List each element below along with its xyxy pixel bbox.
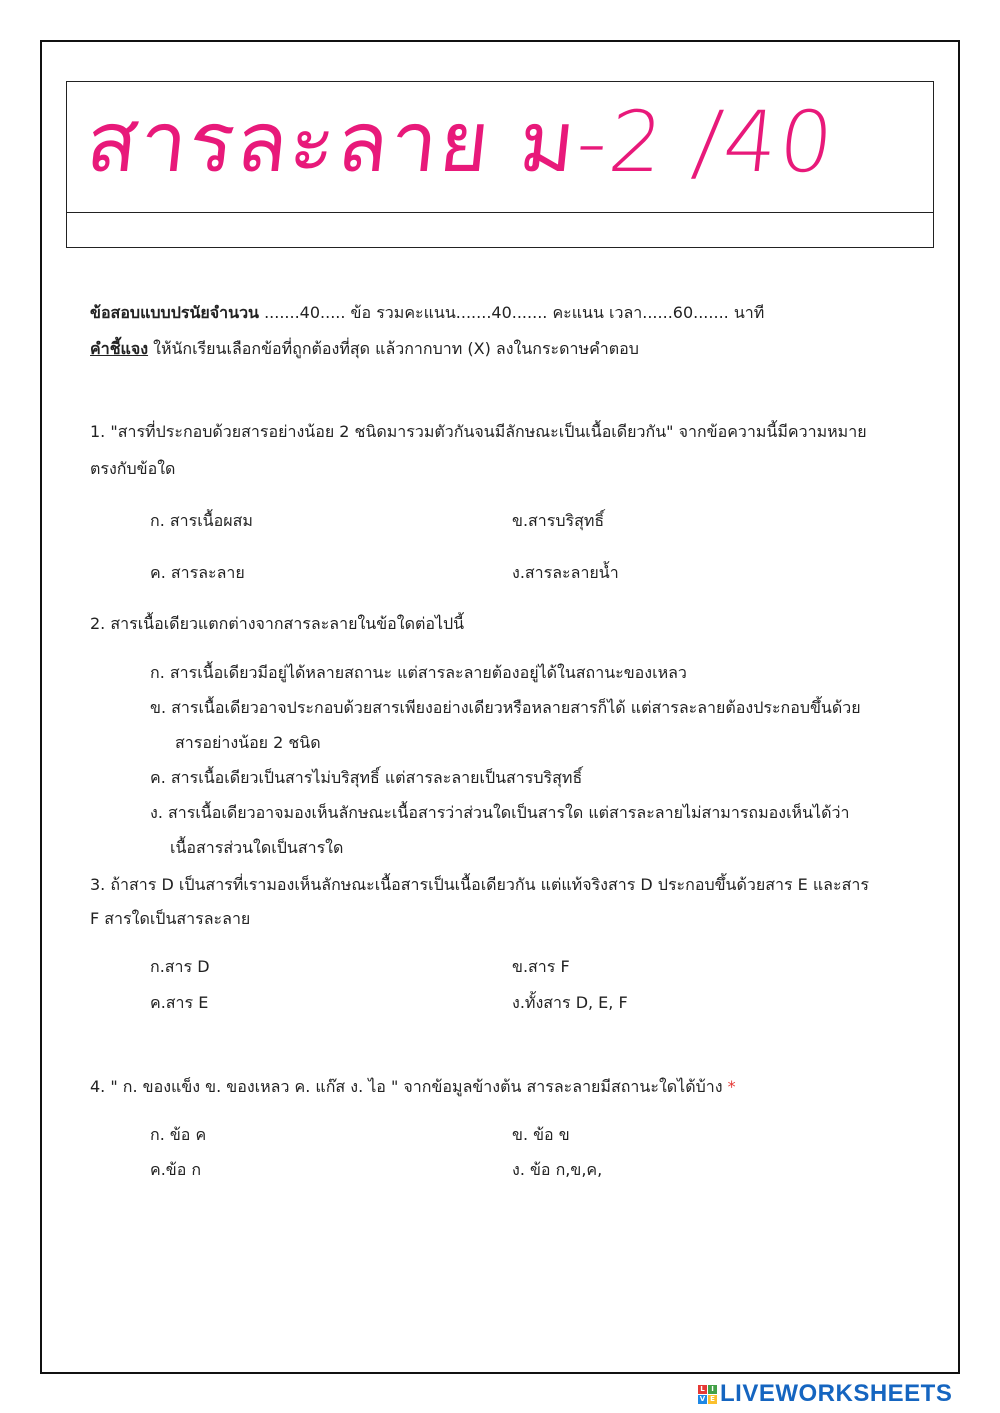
q1-option-a[interactable]: ก. สารเนื้อผสม (150, 511, 253, 530)
title-box (66, 81, 934, 248)
q4-option-b[interactable]: ข. ข้อ ข (512, 1125, 570, 1144)
instruction-text: ให้นักเรียนเลือกข้อที่ถูกต้องที่สุด แล้วกากบาท (X) ลงในกระดาษคำตอบ (148, 339, 639, 358)
question-1-text-cont: ตรงกับข้อใด (90, 459, 176, 478)
exam-info: .......40..... ข้อ รวมคะแนน.......40....... คะแนน เวลา......60....... นาที (264, 303, 765, 322)
q1-option-b[interactable]: ข.สารบริสุทธิ์ (512, 511, 605, 530)
required-mark: * (727, 1077, 736, 1096)
question-3-text-cont: F สารใดเป็นสารละลาย (90, 909, 251, 928)
instruction-label: คำชี้แจง (90, 339, 149, 358)
q3-option-b[interactable]: ข.สาร F (512, 957, 570, 976)
q2-option-b-cont: สารอย่างน้อย 2 ชนิด (175, 733, 321, 752)
q4-option-d[interactable]: ง. ข้อ ก,ข,ค, (512, 1160, 603, 1179)
exam-label: ข้อสอบแบบปรนัยจำนวน (90, 303, 259, 322)
q2-option-b[interactable]: ข. สารเนื้อเดียวอาจประกอบด้วยสารเพียงอย่างเดียวหรือหลายสารก็ได้ แต่สารละลายต้องประกอบขึ้นด้วย (150, 698, 861, 717)
q1-option-d[interactable]: ง.สารละลายน้ำ (512, 563, 619, 582)
instruction-line (90, 339, 639, 359)
question-4-label: 4. " ก. ของแข็ง ข. ของเหลว ค. แก๊ส ง. ไอ " จากข้อมูลข้างต้น สารละลายมีสถานะใดได้บ้าง (90, 1077, 728, 1096)
question-2-text: 2. สารเนื้อเดียวแตกต่างจากสารละลายในข้อใดต่อไปนี้ (90, 614, 465, 633)
logo-mark-v: V (699, 1394, 706, 1403)
logo-mark-l: L (698, 1385, 707, 1394)
logo-mark-e: E (708, 1395, 717, 1404)
logo-mark-i: I (708, 1385, 717, 1394)
q2-option-d[interactable]: ง. สารเนื้อเดียวอาจมองเห็นลักษณะเนื้อสารว่าส่วนใดเป็นสารใด แต่สารละลายไม่สามารถมองเห็นได้ว่า (150, 803, 850, 822)
logo-text: LIVEWORKSHEETS (720, 1380, 953, 1407)
q3-option-d[interactable]: ง.ทั้งสาร D, E, F (512, 993, 628, 1012)
q4-option-a[interactable]: ก. ข้อ ค (150, 1125, 207, 1144)
q2-option-c[interactable]: ค. สารเนื้อเดียวเป็นสารไม่บริสุทธิ์ แต่สารละลายเป็นสารบริสุทธิ์ (150, 768, 583, 787)
liveworksheets-logo (698, 1380, 952, 1408)
question-1-text: 1. "สารที่ประกอบด้วยสารอย่างน้อย 2 ชนิดมารวมตัวกันจนมีลักษณะเป็นเนื้อเดียวกัน" จากข้อความนี้มีความหมาย (90, 422, 867, 441)
q3-option-a[interactable]: ก.สาร D (150, 957, 210, 976)
question-3-text: 3. ถ้าสาร D เป็นสารที่เรามองเห็นลักษณะเนื้อสารเป็นเนื้อเดียวกัน แต่แท้จริงสาร D ประกอบขึ้นด้วยสาร E และสาร (90, 875, 869, 894)
logo-mark-icon (698, 1385, 717, 1404)
q3-option-c[interactable]: ค.สาร E (150, 993, 209, 1012)
q2-option-d-cont: เนื้อสารส่วนใดเป็นสารใด (170, 838, 344, 857)
title-divider (67, 212, 933, 213)
q2-option-a[interactable]: ก. สารเนื้อเดียวมีอยู่ได้หลายสถานะ แต่สารละลายต้องอยู่ได้ในสถานะของเหลว (150, 663, 687, 682)
question-4-text (90, 1077, 736, 1097)
q1-option-c[interactable]: ค. สารละลาย (150, 563, 245, 582)
q4-option-c[interactable]: ค.ข้อ ก (150, 1160, 202, 1179)
handwritten-title: สารละลาย ม-2 /40 (81, 93, 840, 191)
exam-info-line (90, 303, 764, 323)
